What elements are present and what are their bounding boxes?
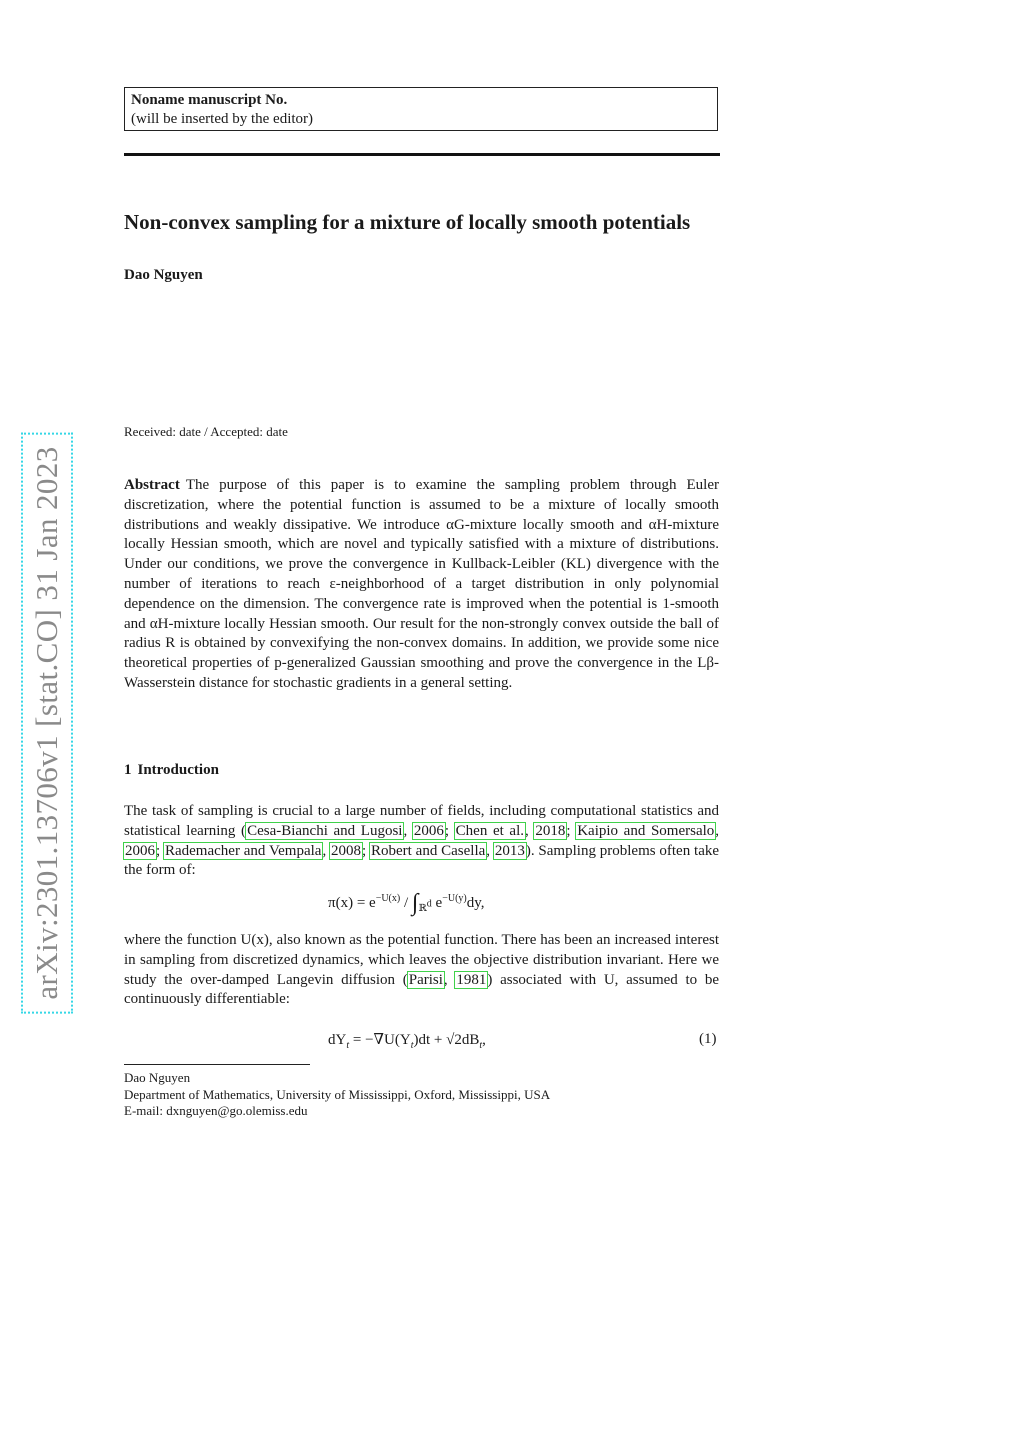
eq2-sub3: t [479, 1040, 483, 1051]
arxiv-identifier[interactable]: arXiv:2301.13706v1 [stat.CO] 31 Jan 2023 [25, 436, 69, 1009]
eq2-end: , [482, 1032, 486, 1048]
citation-link[interactable]: Chen et al. [455, 822, 524, 839]
eq1-domain: ℝ [418, 903, 427, 914]
section-number: 1 [124, 762, 132, 778]
para2-text-a: where the function U(x), also known as the potential function. There has been an increased interest in sampling from discretized dynamics, which leaves the objective distribution invariant. Here we study the over-damped Langevin diffusion ( [124, 932, 719, 988]
eq2-noise: )dt + √2dB [413, 1032, 480, 1048]
paper-title: Non-convex sampling for a mixture of locally smooth potentials [124, 210, 691, 234]
eq1-domain-dim: d [426, 898, 432, 910]
equation-langevin [328, 1030, 486, 1051]
footnote-name: Dao Nguyen [124, 1070, 191, 1085]
citation-link[interactable]: Parisi [408, 971, 443, 988]
header-rule [124, 153, 720, 156]
citation-year-link[interactable]: 2008 [331, 842, 362, 859]
intro-paragraph-2: where the function U(x), also known as the potential function. There has been an increased interest in sampling from discretized dynamics, which leaves the objective distribution invariant. Here we study the over-damped Langevin diffusion (Parisi, 1981) associated with U, assumed to be continuously differentiable: [124, 932, 720, 1008]
para2-text-b: ) associated with U, assumed to be continuously differentiable: [124, 971, 720, 1008]
equation-number: (1) [699, 1031, 717, 1047]
manuscript-subtitle: (will be inserted by the editor) [131, 111, 314, 127]
citation-link[interactable]: Rademacher and Vempala [164, 842, 322, 859]
manuscript-box [124, 87, 718, 131]
eq2-drift: = −∇U(Y [349, 1032, 411, 1048]
section-title: Introduction [137, 762, 219, 778]
eq1-exponent: −U(x) [375, 893, 401, 904]
eq2-sub: t [346, 1040, 350, 1051]
citation-year-link[interactable]: 2018 [535, 822, 566, 839]
eq1-integrand: e [431, 895, 443, 911]
section-heading [124, 762, 219, 779]
citation-year-link[interactable]: 1981 [456, 971, 487, 988]
equation-target-density [328, 887, 485, 914]
citation-year-link[interactable]: 2006 [125, 842, 155, 859]
eq2-sub2: t [410, 1040, 414, 1051]
citation-year-link[interactable]: 2013 [494, 842, 525, 859]
citation-link[interactable]: Kaipio and Somersalo [577, 822, 715, 839]
citation-link[interactable]: Cesa-Bianchi and Lugosi [247, 822, 403, 839]
citation-year-link[interactable]: 2006 [413, 822, 444, 839]
abstract-text: The purpose of this paper is to examine the sampling problem through Euler discretization, where the potential function is assumed to be a mixture of locally smooth distributions and weakly dissipative. We introduce αG-mixture locally smooth and αH-mixture locally Hessian smooth, which are novel and typically satisfied with a mixture of distributions. Under our conditions, we prove the convergence in Kullback-Leibler (KL) divergence with the number of iterations to reach ε-neighborhood of a target distribution in only polynomial dependence on the dimension. The convergence rate is improved when the potential is 1-smooth and αH-mixture locally Hessian smooth. Our result for the non-strongly convex outside the ball of radius R is obtained by convexifying the non-convex domains. In addition, we provide some nice theoretical properties of p-generalized Gaussian smoothing and prove the convergence in the Lβ-Wasserstein distance for stochastic gradients in a general setting. [124, 477, 719, 691]
received-date: Received: date / Accepted: date [124, 424, 288, 439]
integral-sign: ∫ [411, 890, 419, 916]
manuscript-title: Noname manuscript No. [131, 92, 288, 108]
footnote-email: E-mail: dxnguyen@go.olemiss.edu [124, 1103, 308, 1118]
para1-text-b: ). Sampling problems often take the form of: [124, 842, 720, 879]
citation-link[interactable]: Robert and Casella [371, 842, 486, 859]
abstract [124, 476, 719, 694]
abstract-label: Abstract [124, 477, 180, 493]
author-name: Dao Nguyen [124, 267, 203, 283]
eq1-end: dy, [466, 895, 485, 911]
footnote-affiliation: Department of Mathematics, University of Mississippi, Oxford, Mississippi, USA [124, 1086, 551, 1102]
eq1-lhs: π(x) = e [328, 895, 376, 911]
eq2-lhs: dY [328, 1032, 347, 1048]
footnote [124, 1070, 550, 1120]
eq1-integrand-exponent: −U(y) [442, 893, 467, 904]
para1-text-a: The task of sampling is crucial to a large number of fields, including computational statistics and statistical learning ( [124, 803, 719, 839]
eq1-divide: / [400, 895, 412, 911]
intro-paragraph-1: The task of sampling is crucial to a large number of fields, including computational statistics and statistical learning (Cesa-Bianchi and Lugosi, 2006; Chen et al., 2018; Kaipio and Somersalo, 2006; Rademacher and Vempala, 2008; Robert and Casella, 2013). Sampling problems often take the form of: [124, 803, 720, 879]
footnote-rule [124, 1064, 310, 1065]
